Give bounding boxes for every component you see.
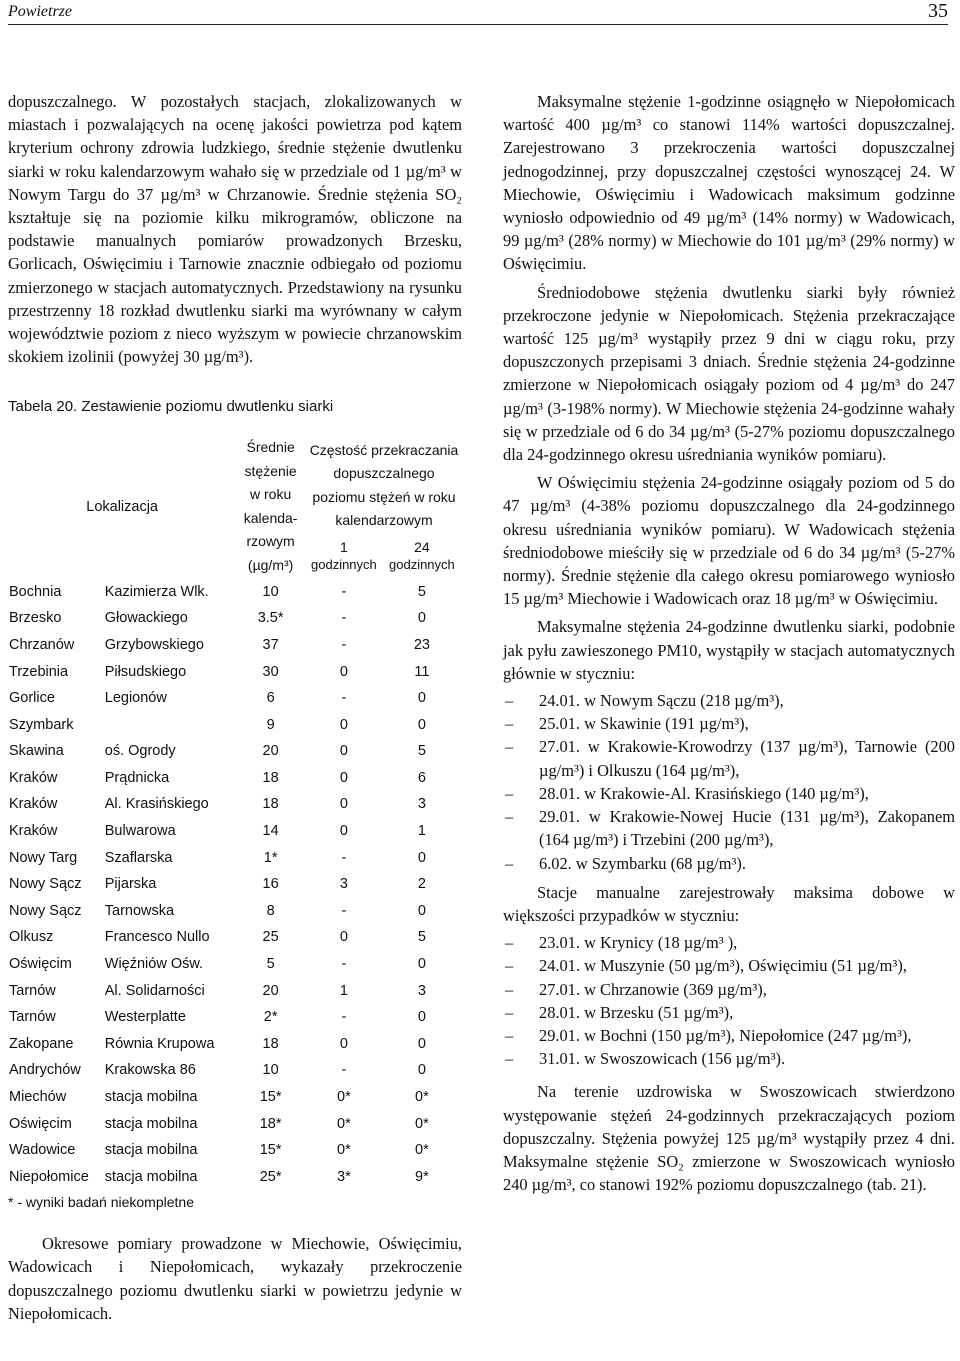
table-row (8, 1084, 462, 1111)
cell-street: Więźniów Ośw. (104, 956, 204, 973)
cell-city: Tarnów (9, 1009, 56, 1026)
cell-24h: 0 (417, 1035, 426, 1052)
cell-24h: 0 (417, 610, 426, 627)
cell-24h: 3 (417, 982, 426, 999)
cell-24h: 2 (417, 876, 426, 893)
cell-24h: 0* (415, 1115, 429, 1132)
cell-city: Nowy Targ (9, 849, 78, 866)
header-mean-line: rzowym (246, 533, 295, 550)
cell-mean: 10 (262, 583, 279, 600)
cell-1h: - (341, 690, 347, 707)
table-row (8, 818, 462, 845)
cell-street: Piłsudskiego (104, 663, 187, 680)
header-freq-line: Częstość przekraczania (309, 441, 459, 458)
header-location (8, 435, 235, 578)
cell-city: Wadowice (9, 1142, 76, 1159)
list-item (503, 1024, 955, 1047)
cell-mean: 10 (262, 1062, 279, 1079)
header-24h-unit: godzinnych (389, 556, 455, 572)
right-column (503, 90, 955, 1196)
list-item (503, 712, 955, 735)
dash-bullet: – (505, 783, 514, 803)
header-1h (306, 536, 382, 579)
cell-mean: 5 (266, 956, 275, 973)
header-freq-line: kalendarzowym (335, 512, 433, 529)
table-body (8, 578, 462, 1190)
cell-1h: 0 (339, 796, 348, 813)
cell-city: Szymbark (9, 716, 74, 733)
cell-mean: 25 (262, 929, 279, 946)
cell-city: Olkusz (9, 929, 54, 946)
cell-street: Francesco Nullo (104, 929, 210, 946)
list-item-text: 27.01. w Chrzanowie (369 µg/m³), (539, 979, 767, 999)
cell-1h: - (341, 902, 347, 919)
dash-bullet: – (505, 1002, 514, 1022)
list-item-text: 28.01. w Krakowie-Al. Krasińskiego (140 µg/m³), (539, 783, 869, 803)
cell-1h: 0* (337, 1089, 351, 1106)
header-mean-line: stężenie (244, 462, 297, 479)
cell-24h: 5 (417, 583, 426, 600)
page-header (8, 0, 948, 25)
cell-1h: 3 (339, 876, 348, 893)
table-row (8, 924, 462, 951)
max-manual-list (503, 931, 955, 1070)
table-row (8, 711, 462, 738)
cell-1h: 0 (339, 716, 348, 733)
list-item-text: 28.01. w Brzesku (51 µg/m³), (539, 1002, 734, 1022)
cell-street (104, 711, 235, 738)
cell-city: Niepołomice (9, 1168, 89, 1185)
table-row (8, 658, 462, 685)
cell-street: stacja mobilna (104, 1142, 198, 1159)
list-item (503, 1001, 955, 1024)
page-number: 35 (928, 0, 948, 22)
table-header (8, 435, 462, 578)
cell-street: Głowackiego (104, 610, 188, 627)
left-column (8, 90, 462, 1325)
cell-1h: - (341, 956, 347, 973)
table-row (8, 977, 462, 1004)
cell-city: Kraków (9, 769, 58, 786)
cell-street: Prądnicka (104, 769, 170, 786)
table-row (8, 578, 462, 605)
right-paragraph-4: Maksymalne stężenia 24-godzinne dwutlenku siarki, podobnie jak pyłu zawieszonego PM10, wystąpiły w stacjach automatycznych głównie w styczniu: (503, 617, 955, 683)
list-item (503, 852, 955, 875)
so2-table (8, 435, 462, 1190)
header-frequency (306, 435, 462, 535)
header-24h-num: 24 (414, 538, 430, 555)
cell-mean: 14 (262, 823, 279, 840)
cell-mean: 20 (262, 743, 279, 760)
list-item-text: 29.01. w Krakowie-Nowej Hucie (131 µg/m³), Zakopanem (164 µg/m³) i Trzebini (200 µg/m³), (539, 807, 955, 850)
cell-1h: 0 (339, 929, 348, 946)
header-location-label: Lokalizacja (86, 498, 158, 515)
cell-1h: 0 (339, 823, 348, 840)
list-item-text: 6.02. w Szymbarku (68 µg/m³). (539, 853, 746, 873)
cell-24h: 3 (417, 796, 426, 813)
cell-1h: 0 (339, 743, 348, 760)
cell-24h: 0 (417, 716, 426, 733)
cell-mean: 30 (262, 663, 279, 680)
dash-bullet: – (505, 933, 514, 953)
cell-mean: 15* (259, 1089, 282, 1106)
list-item (503, 1047, 955, 1070)
table-row (8, 1164, 462, 1191)
header-mean-line: (µg/m³) (247, 556, 294, 573)
list-item (503, 931, 955, 954)
header-1h-unit: godzinnych (311, 556, 377, 572)
cell-mean: 3.5* (257, 610, 284, 627)
cell-24h: 0 (417, 956, 426, 973)
table-row (8, 632, 462, 659)
header-mean (235, 435, 306, 578)
cell-street: stacja mobilna (104, 1115, 198, 1132)
table-row (8, 685, 462, 712)
list-item-text: 23.01. w Krynicy (18 µg/m³ ), (539, 933, 738, 953)
header-mean-line: Średnie (246, 439, 295, 456)
cell-24h: 23 (413, 636, 430, 653)
cell-city: Tarnów (9, 982, 56, 999)
table-row (8, 871, 462, 898)
list-item-text: 31.01. w Swoszowicach (156 µg/m³). (539, 1049, 786, 1069)
cell-city: Bochnia (9, 583, 62, 600)
cell-city: Chrzanów (9, 636, 75, 653)
cell-24h: 0 (417, 1009, 426, 1026)
table-row (8, 1057, 462, 1084)
cell-street: Szaflarska (104, 849, 173, 866)
table-row (8, 1004, 462, 1031)
cell-street: Równia Krupowa (104, 1035, 215, 1052)
cell-24h: 5 (417, 743, 426, 760)
cell-mean: 1* (263, 849, 278, 866)
cell-street: Tarnowska (104, 902, 175, 919)
cell-city: Oświęcim (9, 956, 72, 973)
list-item (503, 782, 955, 805)
cell-24h: 6 (417, 769, 426, 786)
table-row (8, 1031, 462, 1058)
cell-mean: 6 (266, 690, 275, 707)
header-1h-num: 1 (340, 538, 348, 555)
cell-city: Oświęcim (9, 1115, 72, 1132)
cell-mean: 37 (262, 636, 279, 653)
cell-1h: - (341, 610, 347, 627)
cell-mean: 18 (262, 1035, 279, 1052)
list-item (503, 735, 955, 781)
cell-1h: 0* (337, 1115, 351, 1132)
cell-city: Gorlice (9, 690, 55, 707)
list-item (503, 689, 955, 712)
cell-street: Al. Solidarności (104, 982, 205, 999)
dash-bullet: – (505, 807, 514, 827)
cell-street: Pijarska (104, 876, 157, 893)
cell-24h: 9* (415, 1168, 429, 1185)
cell-city: Skawina (9, 743, 64, 760)
right-paragraph-6: Na terenie uzdrowiska w Swoszowicach stwierdzono występowanie stężeń 24-godzinnych przekraczających poziom dopuszczalny. Stężenia powyżej 125 µg/m³ wystąpiły przez 4 dni. Maksymalne stężenie SO₂ zmierzone w Swoszowicach wyniosło 240 µg/m³, co stanowi 192% poziomu dopuszczalnego (tab. 21). (503, 1082, 955, 1195)
dash-bullet: – (505, 853, 514, 873)
list-item-text: 24.01. w Nowym Sączu (218 µg/m³), (539, 691, 784, 711)
cell-city: Nowy Sącz (9, 902, 82, 919)
cell-street: Legionów (104, 690, 167, 707)
list-item-text: 27.01. w Krakowie-Krowodrzy (137 µg/m³), Tarnowie (200 µg/m³) i Olkuszu (164 µg/m³), (539, 737, 955, 780)
cell-city: Nowy Sącz (9, 876, 82, 893)
list-item (503, 978, 955, 1001)
header-24h (382, 536, 462, 579)
cell-24h: 11 (414, 663, 430, 680)
right-paragraph-3: W Oświęcimiu stężenia 24-godzinne osiągały poziom od 5 do 47 µg/m³ (4-38% poziomu dopuszczalnego dla 24-godzinnego okresu uśredniania wyników pomiaru). W Wadowicach stężenia średniodobowe mieściły się w przedziale od 6 do 34 µg/m³ (5-27% normy). Średnie stężenie dla całego okresu pomiarowego wyniosło 15 µg/m³ Miechowie i Wadowicach oraz 18 µg/m³ w Oświęcimiu. (503, 473, 955, 609)
cell-24h: 1 (417, 823, 426, 840)
left-paragraph-1: dopuszczalnego. W pozostałych stacjach, zlokalizowanych w miastach i pozwalających na ocenę jakości powietrza pod kątem kryterium ochrony zdrowia ludzkiego, średnie stężenie dwutlenku siarki w roku kalendarzowym wahało się w przedziale od 1 µg/m³ w Nowym Targu do 37 µg/m³ w Chrzanowie. Średnie stężenia SO₂ kształtuje się na poziomie kilku mikrogramów, obliczone na podstawie manualnych pomiarów prowadzonych Brzesku, Gorlicach, Oświęcimiu i Tarnowie znacznie odbiegało od poziomu zmierzonego w stacjach automatycznych. Przedstawiony na rysunku przestrzenny 18 rozkład dwutlenku siarki ma wyrównany w całym województwie poziom z nieco wyższym w powiecie chrzanowskim skokiem izolinii (powyżej 30 µg/m³). (8, 92, 462, 367)
cell-street: Krakowska 86 (104, 1062, 196, 1079)
table-row (8, 605, 462, 632)
cell-mean: 18 (262, 769, 279, 786)
cell-1h: - (341, 1009, 347, 1026)
cell-city: Kraków (9, 823, 58, 840)
cell-1h: - (341, 1062, 347, 1079)
cell-24h: 0 (417, 902, 426, 919)
cell-street: Bulwarowa (104, 823, 176, 840)
max-automatic-list (503, 689, 955, 875)
dash-bullet: – (505, 1025, 514, 1045)
header-freq-line: poziomu stężeń w roku (312, 488, 456, 505)
right-paragraph-5: Stacje manualne zarejestrowały maksima dobowe w większości przypadków w styczniu: (503, 882, 955, 925)
dash-bullet: – (505, 691, 514, 711)
cell-city: Kraków (9, 796, 58, 813)
cell-city: Zakopane (9, 1035, 74, 1052)
left-paragraph-2: Okresowe pomiary prowadzone w Miechowie, Oświęcimiu, Wadowicach i Niepołomicach, wykazały przekroczenie dopuszczalnego poziomu dwutlenku siarki w powietrzu jedynie w Niepołomicach. (8, 1234, 462, 1323)
header-freq-line: dopuszczalnego (333, 465, 435, 482)
cell-1h: 3* (337, 1168, 351, 1185)
cell-city: Brzesko (9, 610, 62, 627)
cell-24h: 0 (417, 690, 426, 707)
cell-1h: - (341, 636, 347, 653)
cell-city: Andrychów (9, 1062, 81, 1079)
section-name: Powietrze (8, 3, 72, 20)
cell-1h: 1 (339, 982, 348, 999)
table-caption: Tabela 20. Zestawienie poziomu dwutlenku siarki (8, 398, 334, 416)
header-mean-line: kalenda- (243, 509, 298, 526)
list-item-text: 25.01. w Skawinie (191 µg/m³), (539, 714, 749, 734)
cell-mean: 25* (259, 1168, 282, 1185)
dash-bullet: – (505, 979, 514, 999)
cell-mean: 18* (259, 1115, 282, 1132)
cell-mean: 2* (263, 1009, 278, 1026)
cell-city: Trzebinia (9, 663, 69, 680)
dash-bullet: – (505, 1049, 514, 1069)
cell-1h: 0 (339, 1035, 348, 1052)
list-item-text: 29.01. w Bochni (150 µg/m³), Niepołomice (247 µg/m³), (539, 1025, 912, 1045)
cell-1h: 0 (339, 769, 348, 786)
table-row (8, 791, 462, 818)
cell-mean: 16 (262, 876, 279, 893)
list-item (503, 805, 955, 851)
cell-24h: 0 (417, 1062, 426, 1079)
cell-24h: 0 (417, 849, 426, 866)
cell-street: stacja mobilna (104, 1168, 198, 1185)
cell-street: Westerplatte (104, 1009, 186, 1026)
table-row (8, 738, 462, 765)
cell-1h: 0* (337, 1142, 351, 1159)
right-paragraph-1: Maksymalne stężenie 1-godzinne osiągnęło w Niepołomicach wartość 400 µg/m³ co stanowi 114% wartości dopuszczalnej. Zarejestrowano 3 przekroczenia wartości dopuszczalnej jednogodzinnej, przy dopuszczalnej częstości wynoszącej 24. W Miechowie, Oświęcimiu i Wadowicach maksimum godzinne wyniosło odpowiednio od 49 µg/m³ (14% normy) w Wadowicach, 99 µg/m³ (28% normy) w Miechowie do 101 µg/m³ (29% normy) w Oświęcimiu. (503, 92, 955, 274)
table-row (8, 844, 462, 871)
cell-mean: 18 (262, 796, 279, 813)
list-item-text: 24.01. w Muszynie (50 µg/m³), Oświęcimiu (51 µg/m³), (539, 956, 907, 976)
cell-24h: 0* (415, 1142, 429, 1159)
cell-1h: - (341, 849, 347, 866)
right-paragraph-2: Średniodobowe stężenia dwutlenku siarki były również przekroczone jedynie w Niepołomicach. Stężenia przekraczające wartość 125 µg/m³ wystąpiły przez 9 dni w ciągu roku, przy dopuszczonych przepisami 3 dniach. Średnie stężenia 24-godzinne zmierzone w Niepołomicach osiągały poziom od 4 µg/m³ do 247 µg/m³ (3-198% normy). W Miechowie stężenia 24-godzinne wahały się w przedziale od 6 do 34 µg/m³ (5-27% poziomu dopuszczalnego dla 24-godzinnego okresu uśredniania wyników pomiaru). (503, 282, 955, 465)
cell-street: oś. Ogrody (104, 743, 176, 760)
table-row (8, 951, 462, 978)
cell-street: Kazimierza Wlk. (104, 583, 209, 600)
cell-street: stacja mobilna (104, 1089, 198, 1106)
cell-24h: 0* (415, 1089, 429, 1106)
dash-bullet: – (505, 714, 514, 734)
cell-mean: 8 (266, 902, 275, 919)
cell-mean: 15* (259, 1142, 282, 1159)
table-row (8, 1137, 462, 1164)
table-row (8, 765, 462, 792)
header-mean-line: w roku (250, 486, 292, 503)
table-row (8, 898, 462, 925)
cell-24h: 5 (417, 929, 426, 946)
cell-mean: 9 (266, 716, 275, 733)
table-row (8, 1110, 462, 1137)
cell-mean: 20 (262, 982, 279, 999)
dash-bullet: – (505, 737, 514, 757)
cell-1h: 0 (339, 663, 348, 680)
list-item (503, 954, 955, 977)
cell-street: Grzybowskiego (104, 636, 204, 653)
cell-street: Al. Krasińskiego (104, 796, 209, 813)
cell-city: Miechów (9, 1089, 67, 1106)
table-footnote: * - wyniki badań niekompletne (8, 1194, 194, 1211)
dash-bullet: – (505, 956, 514, 976)
cell-1h: - (341, 583, 347, 600)
